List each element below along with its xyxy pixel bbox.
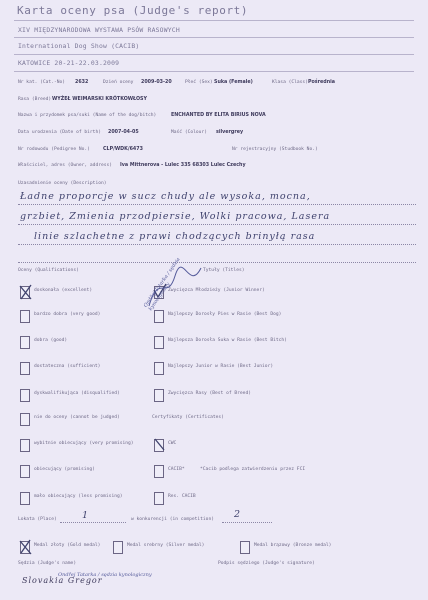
divider (14, 37, 414, 38)
checkbox-cannot-be-judged[interactable] (20, 413, 30, 426)
competition-line (222, 522, 272, 523)
handwritten-description-line: linie szlachetne z prawi chodzących brinyłą rasa (34, 231, 316, 242)
title-label: Najlepsza Dorosła Suka w Rasie (Best Bitch) (168, 338, 287, 343)
certificates-header: Certyfikaty (Certificates) (152, 415, 224, 420)
qualification-label: mało obiecujący (less promising) (34, 494, 123, 499)
place-line (60, 522, 126, 523)
qualification-label: dyskwalifikująca (disqualified) (34, 391, 120, 396)
title-label: Zwycięzca Rasy (Best of Breed) (168, 391, 251, 396)
show-name-en: International Dog Show (CACIB) (18, 42, 140, 50)
owner-value: Iva Mittnerova - Lulec 335 68303 Lulec Czechy (120, 163, 246, 168)
description-label: Uzasadnienie oceny (Description) (18, 181, 107, 186)
judge-signature-label: Podpis sędziego (Judge's signature) (218, 561, 315, 566)
checkbox-sufficient[interactable] (20, 362, 30, 375)
title-underline (14, 20, 414, 21)
catalog-label: Nr kat. (Cat.-No) (18, 80, 66, 85)
catalog-value: 2632 (75, 80, 89, 85)
description-line (18, 204, 416, 205)
checkmark-icon (18, 538, 34, 556)
qualification-label: nie do oceny (cannot be judged) (34, 415, 120, 420)
medal-label: Medal złoty (Gold medal) (34, 543, 101, 548)
title-label: Najlepszy Junior w Rasie (Best Junior) (168, 364, 274, 369)
place-value: 1 (82, 510, 90, 521)
qualification-label: wybitnie obiecujący (very promising) (34, 441, 134, 446)
class-label: Klasa (Class) (272, 80, 308, 85)
pedigree-label: Nr rodowodu (Pedigree No.) (18, 147, 90, 152)
dog-name-value: ENCHANTED BY ELITA BIRIUS NOVA (171, 113, 266, 118)
show-day-label: Dzień oceny (103, 80, 134, 85)
checkmark-icon (153, 436, 167, 452)
qualification-label: dostateczna (sufficient) (34, 364, 101, 369)
checkbox-res-cacib[interactable] (154, 492, 164, 505)
sex-value: Suka (Female) (214, 80, 253, 85)
qualification-label: doskonała (excellent) (34, 288, 93, 293)
checkbox-good[interactable] (20, 336, 30, 349)
checkmark-icon (18, 283, 34, 301)
breed-value: WYŻEŁ WEIMARSKI KRÓTKOWŁOSY (52, 97, 147, 102)
checkbox-very-promising[interactable] (20, 439, 30, 452)
cacib-note: *Cacib podlega zatwierdzeniu przez FCI (200, 467, 306, 472)
checkbox-promising[interactable] (20, 465, 30, 478)
checkbox-best-bitch[interactable] (154, 336, 164, 349)
competition-label: w konkurencji (in competition) (131, 517, 214, 522)
dob-value: 2007-04-05 (108, 130, 139, 135)
judge-handwritten-name: Slovakia Gregor (22, 576, 103, 585)
document-title: Karta oceny psa (Judge's report) (17, 4, 249, 17)
colour-value: silvergrey (216, 130, 244, 135)
breed-label: Rasa (Breed) (18, 97, 52, 102)
owner-label: Właściciel, adres (Owner, address) (18, 163, 113, 168)
checkbox-best-of-breed[interactable] (154, 389, 164, 402)
qualifications-header: Oceny (Qualifications) (18, 268, 79, 273)
place-label: Lokata (Place) (18, 517, 57, 522)
medal-label: Medal srebrny (Silver medal) (127, 543, 205, 548)
show-name-pl: XIV MIĘDZYNARODOWA WYSTAWA PSÓW RASOWYCH (18, 26, 180, 34)
pedigree-value: CLP/WDK/6473 (103, 147, 143, 152)
titles-header: Tytuły (Titles) (203, 268, 245, 273)
medal-label: Medal brązowy (Bronze medal) (254, 543, 332, 548)
handwritten-description-line: Ładne proporcje w sucz chudy ale wysoka, mocna, (20, 191, 311, 202)
handwritten-description-line: grzbiet, Zmienia przodpiersie, Wolki pracowa, Lasera (20, 211, 331, 222)
divider (14, 54, 414, 55)
bottom-stamp (58, 572, 152, 578)
checkbox-very-good[interactable] (20, 310, 30, 323)
title-label: Zwycięzca Młodzieży (Junior Winner) (168, 288, 265, 293)
sex-label: Płeć (Sex) (185, 80, 213, 85)
show-day-value: 2009-03-20 (141, 80, 172, 85)
dob-label: Data urodzenia (Date of birth) (18, 130, 101, 135)
competition-value: 2 (234, 509, 242, 520)
colour-label: Maść (Colour) (171, 130, 207, 135)
title-label: Najlepszy Dorosły Pies w Rasie (Best Dog) (168, 312, 282, 317)
dog-name-label: Nazwa i przydomek psa/suki (Name of the dog/bitch) (18, 113, 157, 118)
class-value: Pośrednia (308, 80, 336, 85)
divider (14, 71, 414, 72)
certificate-label: Res. CACIB (168, 494, 196, 499)
checkbox-silver-medal[interactable] (113, 541, 123, 554)
description-line (18, 224, 416, 225)
certificate-label: CACIB* (168, 467, 185, 472)
checkbox-bronze-medal[interactable] (240, 541, 250, 554)
checkbox-best-junior[interactable] (154, 362, 164, 375)
stamp-text: Ondřej Tatarka / sędzia kynologiczny (58, 572, 152, 578)
show-location-dates: KATOWICE 20-21-22.03.2009 (18, 59, 120, 67)
qualification-label: obiecujący (promising) (34, 467, 95, 472)
checkbox-disqualified[interactable] (20, 389, 30, 402)
checkbox-cacib[interactable] (154, 465, 164, 478)
description-line (18, 244, 416, 245)
stamp-text: Ondřej Tatarka / sędzia kynologiczny (142, 256, 182, 313)
studbook-label: Nr rejestracyjny (Studbook No.) (232, 147, 318, 152)
qualification-label: dobra (good) (34, 338, 68, 343)
signature-scribble-icon (145, 262, 205, 314)
judge-name-label: Sędzia (Judge's name) (18, 561, 77, 566)
description-line (18, 262, 416, 263)
checkbox-less-promising[interactable] (20, 492, 30, 505)
qualification-label: bardzo dobra (very good) (34, 312, 101, 317)
certificate-label: CWC (168, 441, 177, 446)
